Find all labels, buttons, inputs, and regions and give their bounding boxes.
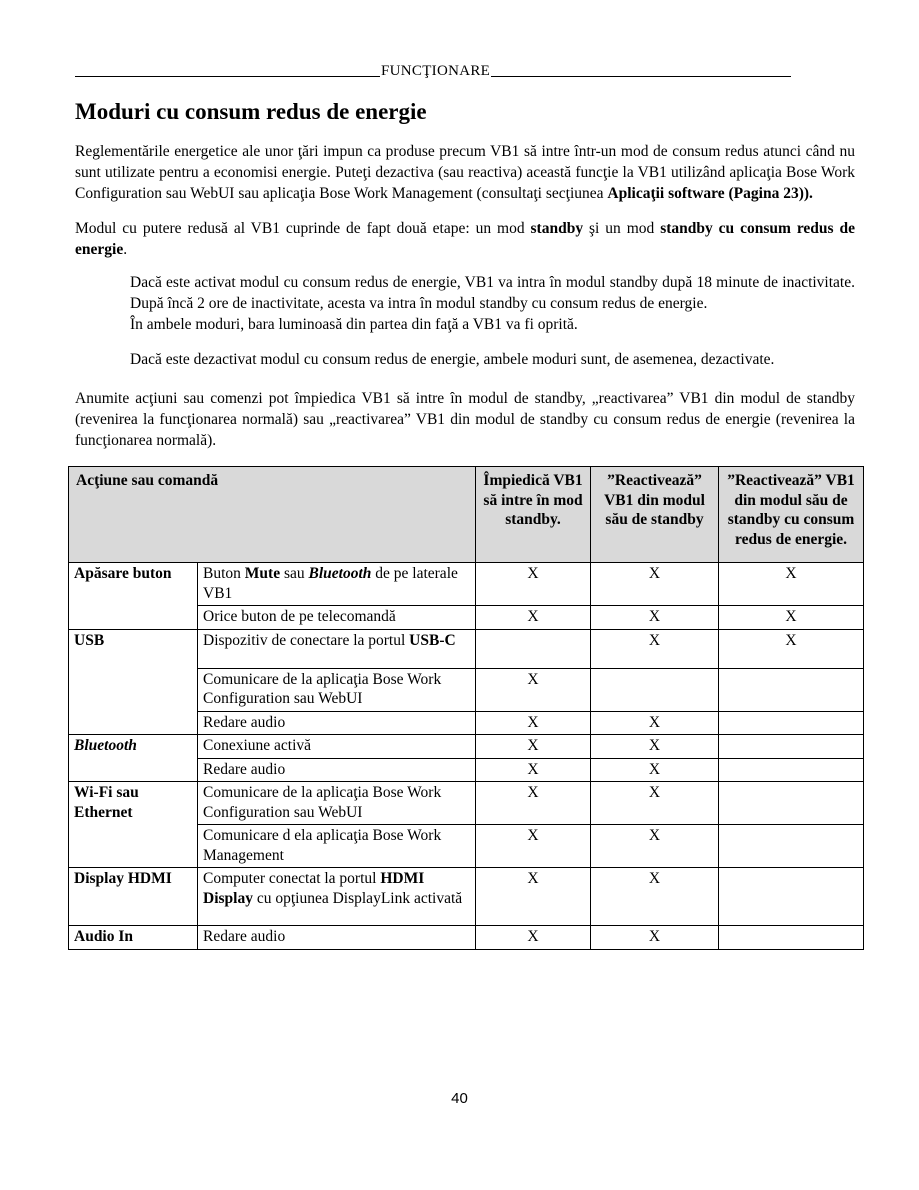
- x-mark-cell: X: [719, 606, 864, 630]
- table-row: [69, 782, 864, 825]
- description-cell: Redare audio: [198, 711, 476, 735]
- x-mark-cell: X: [476, 825, 591, 868]
- empty-mark-cell: [719, 782, 864, 825]
- description-cell: Redare audio: [198, 926, 476, 950]
- description-cell: Buton Mute sau Bluetooth de pe laterale VB1: [198, 563, 476, 606]
- empty-mark-cell: [719, 735, 864, 759]
- category-cell: USB: [69, 629, 198, 735]
- description-cell: Redare audio: [198, 758, 476, 782]
- x-mark-cell: X: [719, 629, 864, 668]
- x-mark-cell: X: [476, 758, 591, 782]
- description-cell: Comunicare d ela aplicaţia Bose Work Management: [198, 825, 476, 868]
- x-mark-cell: X: [591, 563, 719, 606]
- header-rule-left: [75, 75, 380, 77]
- table-row: [69, 868, 864, 926]
- x-mark-cell: X: [476, 563, 591, 606]
- x-mark-cell: X: [591, 735, 719, 759]
- x-mark-cell: X: [719, 563, 864, 606]
- page-header-label: FUNCŢIONARE: [381, 63, 491, 79]
- category-cell: Display HDMI: [69, 868, 198, 926]
- paragraph-regulations: Reglementările energetice ale unor ţări impun ca produse precum VB1 să intre într-un mod de consum redus atunci când nu sunt utilizate pentru a economisi energie. Puteţi dezactiva (sau reactiva) această funcţie la VB1 utilizând aplicaţia Bose Work Configuration sau WebUI sau aplicaţia Bose Work Management (consultaţi secţiunea Aplicaţii software (Pagina 23)).: [75, 143, 855, 203]
- description-cell: Dispozitiv de conectare la portul USB-C: [198, 629, 476, 668]
- note-disabled: Dacă este dezactivat modul cu consum redus de energie, ambele moduri sunt, de asemenea, dezactivate.: [130, 351, 775, 369]
- x-mark-cell: X: [476, 606, 591, 630]
- description-cell: Computer conectat la portul HDMI Display cu opţiunea DisplayLink activată: [198, 868, 476, 926]
- empty-mark-cell: [476, 629, 591, 668]
- header-wake-low-power: ”Reactivează” VB1 din modul său de standby cu consum redus de energie.: [719, 467, 864, 563]
- description-cell: Comunicare de la aplicaţia Bose Work Configuration sau WebUI: [198, 782, 476, 825]
- header-prevent-standby: Împiedică VB1 să intre în mod standby.: [476, 467, 591, 563]
- category-cell: Audio In: [69, 926, 198, 950]
- paragraph-two-stages: Modul cu putere redusă al VB1 cuprinde de fapt două etape: un mod standby şi un mod standby cu consum redus de energie.: [75, 220, 856, 259]
- note-enabled: Dacă este activat modul cu consum redus de energie, VB1 va intra în modul standby după 18 minute de inactivitate. După încă 2 ore de inactivitate, acesta va intra în modul standby cu consum redus de energie. În ambele moduri, bara luminoasă din partea din faţă a VB1 va fi oprită.: [130, 274, 855, 334]
- x-mark-cell: X: [591, 711, 719, 735]
- table-row: [69, 735, 864, 759]
- x-mark-cell: X: [476, 711, 591, 735]
- empty-mark-cell: [719, 926, 864, 950]
- description-cell: Conexiune activă: [198, 735, 476, 759]
- description-cell: Comunicare de la aplicaţia Bose Work Configuration sau WebUI: [198, 668, 476, 711]
- table-row: [69, 563, 864, 606]
- paragraph-actions: Anumite acţiuni sau comenzi pot împiedica VB1 să intre în modul de standby, „reactivarea” VB1 din modul de standby (revenirea la funcţionarea normală) sau „reactivarea” VB1 din modul de standby cu consum redus de energie (revenirea la funcţionarea normală).: [75, 390, 855, 450]
- empty-mark-cell: [719, 711, 864, 735]
- x-mark-cell: X: [476, 735, 591, 759]
- table-row: [69, 926, 864, 950]
- power-modes-table: [68, 466, 864, 950]
- table-row: [69, 629, 864, 668]
- empty-mark-cell: [719, 868, 864, 926]
- x-mark-cell: X: [476, 668, 591, 711]
- header-action-command: Acţiune sau comandă: [69, 467, 476, 563]
- table-header-row: [69, 467, 864, 563]
- page-number: 40: [451, 1090, 468, 1107]
- x-mark-cell: X: [591, 868, 719, 926]
- x-mark-cell: X: [476, 926, 591, 950]
- empty-mark-cell: [719, 758, 864, 782]
- header-rule-right: [491, 75, 791, 77]
- empty-mark-cell: [591, 668, 719, 711]
- empty-mark-cell: [719, 825, 864, 868]
- category-cell: Wi-Fi sau Ethernet: [69, 782, 198, 868]
- x-mark-cell: X: [591, 606, 719, 630]
- x-mark-cell: X: [476, 782, 591, 825]
- x-mark-cell: X: [591, 758, 719, 782]
- x-mark-cell: X: [476, 868, 591, 926]
- header-wake-standby: ”Reactivează” VB1 din modul său de standby: [591, 467, 719, 563]
- description-cell: Orice buton de pe telecomandă: [198, 606, 476, 630]
- table-body: [69, 563, 864, 950]
- page-header-rule: [75, 60, 791, 80]
- category-cell: Bluetooth: [69, 735, 198, 782]
- x-mark-cell: X: [591, 782, 719, 825]
- empty-mark-cell: [719, 668, 864, 711]
- x-mark-cell: X: [591, 926, 719, 950]
- page-title: Moduri cu consum redus de energie: [75, 99, 427, 124]
- x-mark-cell: X: [591, 629, 719, 668]
- x-mark-cell: X: [591, 825, 719, 868]
- category-cell: Apăsare buton: [69, 563, 198, 630]
